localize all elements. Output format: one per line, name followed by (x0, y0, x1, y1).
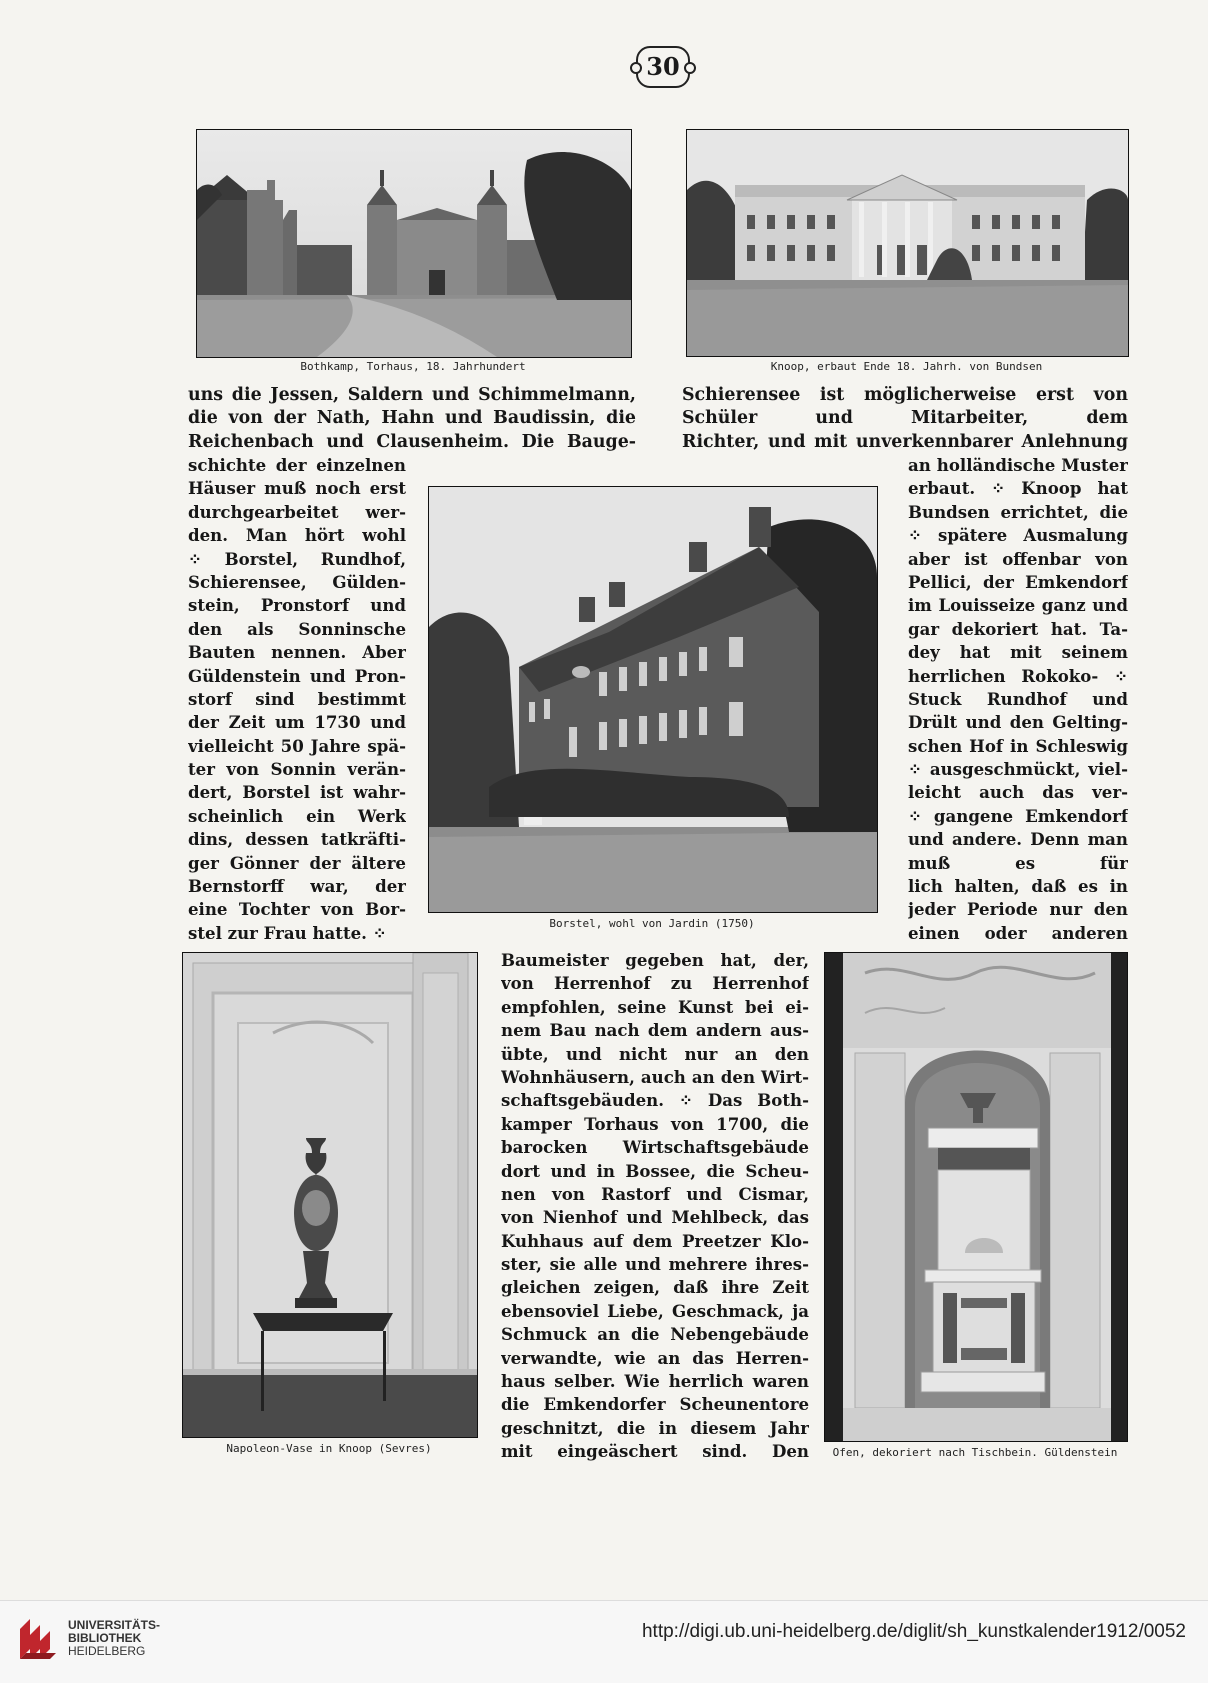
text-line: Schmuck an die Nebengebäude (501, 1324, 809, 1345)
text-line: Richter, und mit unverkennbarer Anlehnung (682, 431, 1128, 452)
text-right-column (908, 454, 1128, 945)
text-line: ⁘ gangene Emkendorf (908, 805, 1128, 826)
library-logo-icon (16, 1615, 60, 1663)
photo-bothkamp-gatehouse (196, 129, 632, 358)
text-line: vielleicht 50 Jahre spä- (188, 735, 406, 756)
text-line: Bernstorff war, der (188, 876, 406, 897)
text-line: Pellici, der Emkendorf (908, 571, 1128, 592)
text-line: ebensoviel Liebe, Geschmack, ja (501, 1300, 809, 1321)
text-line: empfohlen, seine Kunst bei ei- (501, 996, 809, 1017)
text-line: dert, Borstel ist wahr- (188, 782, 406, 803)
text-line: Güldenstein und Pron- (188, 665, 406, 686)
text-line: Kuhhaus auf dem Preetzer Klo- (501, 1230, 809, 1251)
library-line-1: UNIVERSITÄTS- (68, 1618, 161, 1632)
caption-bottom-right: Ofen, dekoriert nach Tischbein. Güldenstein (832, 1446, 1118, 1459)
text-line: stel zur Frau hatte. ⁘ (188, 922, 387, 943)
page-number: 30 (636, 46, 690, 88)
library-line-3: HEIDELBERG (68, 1644, 146, 1658)
text-line: Wohnhäusern, auch an den Wirt- (501, 1066, 809, 1087)
caption-top-left: Bothkamp, Torhaus, 18. Jahrhundert (300, 360, 526, 373)
text-line: Baumeister gegeben hat, der, (501, 950, 809, 970)
text-line: scheinlich ein Werk (188, 805, 406, 826)
text-line: Bundsen errichtet, die (908, 501, 1128, 522)
text-line: nem Bau nach dem andern aus- (501, 1020, 809, 1041)
text-line: den als Sonninsche (188, 618, 406, 639)
text-line: schen Hof in Schleswig (908, 735, 1128, 756)
text-line: barocken Wirtschaftsgebäude (501, 1137, 809, 1158)
text-line: gar dekoriert hat. Ta- (908, 618, 1128, 639)
text-line: ger Gönner der ältere (188, 852, 406, 873)
text-line: ter von Sonnin verän- (188, 759, 406, 780)
text-line: lich halten, daß es in (908, 876, 1128, 897)
text-line: Drült und den Gelting- (908, 712, 1128, 733)
text-line: übte, und nicht nur an den (501, 1043, 809, 1064)
text-line: Bauten nennen. Aber (188, 642, 406, 663)
text-line: an holländische Muster (908, 455, 1128, 475)
text-line: ⁘ ausgeschmückt, viel- (908, 759, 1128, 780)
text-line: gleichen zeigen, daß ihre Zeit (501, 1277, 809, 1298)
library-line-2: BIBLIOTHEK (68, 1631, 142, 1645)
text-line: storf sind bestimmt (188, 688, 406, 709)
text-line: schaftsgebäuden. ⁘ Das Both- (501, 1090, 809, 1111)
text-line: jeder Periode nur den (908, 899, 1128, 920)
text-line: dort und in Bossee, die Scheu- (501, 1160, 809, 1181)
text-line: von Herrenhof zu Herrenhof (501, 973, 809, 994)
text-line: nen von Rastorf und Cismar, (501, 1183, 809, 1204)
text-line: die von der Nath, Hahn und Baudissin, die (188, 408, 636, 429)
text-line: den. Man hört wohl (188, 525, 406, 546)
text-line: und andere. Denn man (908, 829, 1128, 850)
text-top-left (188, 384, 636, 454)
text-line: verwandte, wie an das Herren- (501, 1347, 809, 1368)
photo-napoleon-vase (182, 952, 478, 1438)
text-center-column (501, 949, 809, 1464)
text-line: Reichenbach und Clausenheim. Die Bauge- (188, 431, 636, 452)
text-top-right (682, 384, 1128, 454)
text-line: dins, dessen tatkräfti- (188, 829, 406, 850)
text-line: mit eingeäschert sind. Den (501, 1441, 809, 1462)
text-line: uns die Jessen, Saldern und Schimmelmann, (188, 385, 636, 405)
text-line: dey hat mit seinem (908, 642, 1128, 663)
text-line: schichte der einzelnen (188, 455, 406, 475)
text-line: Schierensee, Gülden- (188, 571, 406, 592)
text-line: Schüler und Mitarbeiter, dem (682, 408, 1128, 429)
photo-borstel-manor (428, 486, 878, 913)
text-line: stein, Pronstorf und (188, 595, 406, 616)
text-line: ster, sie alle und mehrere ihres- (501, 1254, 809, 1275)
source-url-link[interactable]: http://digi.ub.uni-heidelberg.de/diglit/sh_kunstkalender1912/0052 (641, 1621, 1186, 1642)
text-line: von Nienhof und Mehlbeck, das (501, 1207, 809, 1228)
photo-knoop-manor (686, 129, 1129, 357)
text-left-column (188, 454, 406, 945)
text-line: eine Tochter von Bor- (188, 899, 406, 920)
text-line: herrlichen Rokoko- ⁘ (908, 665, 1128, 686)
caption-middle: Borstel, wohl von Jardin (1750) (549, 917, 755, 930)
text-line: ⁘ spätere Ausmalung (908, 525, 1128, 546)
text-line: im Louisseize ganz und (908, 595, 1128, 616)
text-line: erbaut. ⁘ Knoop hat (908, 478, 1128, 499)
text-line: die Emkendorfer Scheunentore (501, 1394, 809, 1415)
text-line: kamper Torhaus von 1700, die (501, 1113, 809, 1134)
text-line: durchgearbeitet wer- (188, 501, 406, 522)
text-line: aber ist offenbar von (908, 548, 1128, 569)
text-line: einen oder anderen (908, 922, 1128, 943)
text-line: ⁘ Borstel, Rundhof, (188, 548, 406, 569)
text-line: geschnitzt, die in diesem Jahr (501, 1417, 809, 1438)
text-line: Stuck Rundhof und (908, 688, 1128, 709)
caption-bottom-left: Napoleon-Vase in Knoop (Sevres) (226, 1442, 432, 1455)
text-line: haus selber. Wie herrlich waren (501, 1371, 809, 1392)
text-line: der Zeit um 1730 und (188, 712, 406, 733)
text-line: leicht auch das ver- (908, 782, 1128, 803)
footer-bar (0, 1600, 1208, 1683)
text-line: Häuser muß noch erst (188, 478, 406, 499)
caption-top-right: Knoop, erbaut Ende 18. Jahrh. von Bundsen (770, 360, 1043, 373)
text-line: Schierensee ist möglicherweise erst von (682, 385, 1128, 405)
library-name (68, 1619, 160, 1658)
text-line: muß es für (908, 852, 1128, 873)
photo-stove-gueldenstein (824, 952, 1128, 1442)
